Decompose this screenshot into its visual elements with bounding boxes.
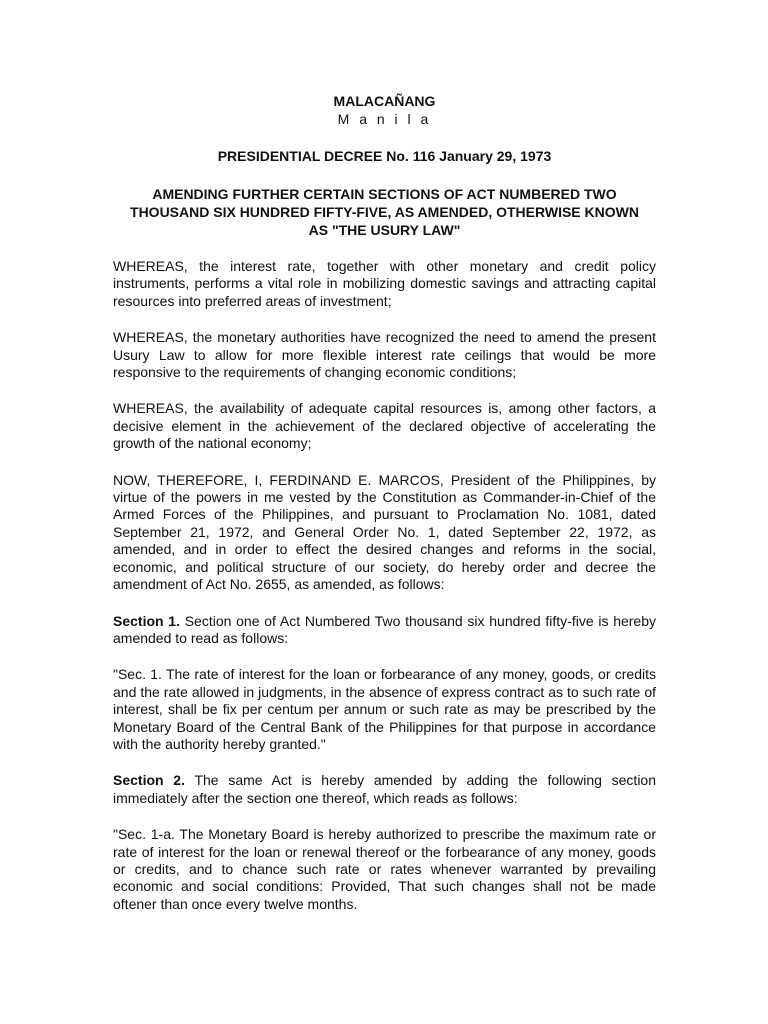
whereas-paragraph-2: WHEREAS, the monetary authorities have recognized the need to amend the present Usury Law to allow for more flexible interest rate ceilings that would be more responsive to the requirements of changing economic conditions;	[113, 329, 656, 381]
decree-title: PRESIDENTIAL DECREE No. 116 January 29, 1973	[217, 148, 552, 164]
decree-subject: AMENDING FURTHER CERTAIN SECTIONS OF ACT NUMBERED TWO THOUSAND SIX HUNDRED FIFTY-FIVE, AS AMENDED, OTHERWISE KNOWN AS "THE USURY LAW"	[130, 186, 639, 238]
section-1-paragraph	[113, 613, 656, 648]
document-header	[113, 92, 656, 128]
section-2-heading: Section 2.	[113, 772, 185, 789]
document-page	[113, 92, 656, 913]
section-2-paragraph	[113, 772, 656, 807]
sec-1a-quote: "Sec. 1-a. The Monetary Board is hereby authorized to prescribe the maximum rate or rate of interest for the loan or renewal thereof or the forbearance of any money, goods or credits, and to chance such rate or rates whenever warranted by prevailing economic and social conditions: Provided, That such changes shall not be made oftener than once every twelve months.	[113, 826, 656, 912]
whereas-paragraph-3: WHEREAS, the availability of adequate capital resources is, among other factors, a decisive element in the achievement of the declared objective of accelerating the growth of the national economy;	[113, 400, 656, 452]
section-1-heading: Section 1.	[113, 612, 180, 629]
section-2-text: The same Act is hereby amended by adding the following section immediately after the section one thereof, which reads as follows:	[113, 772, 657, 806]
section-1-text: Section one of Act Numbered Two thousand six hundred fifty-five is hereby amended to read as follows:	[113, 612, 656, 646]
city-subtitle: M a n i l a	[337, 111, 432, 127]
now-therefore-paragraph: NOW, THEREFORE, I, FERDINAND E. MARCOS, President of the Philippines, by virtue of the powers in me vested by the Constitution as Commander-in-Chief of the Armed Forces of the Philippines, and pursuant to Proclamation No. 1081, dated September 21, 1972, and General Order No. 1, dated September 22, 1972, as amended, and in order to effect the desired changes and reforms in the social, economic, and political structure of our society, do hereby order and decree the amendment of Act No. 2655, as amended, as follows:	[113, 471, 656, 593]
sec-1-quote: "Sec. 1. The rate of interest for the loan or forbearance of any money, goods, or credits and the rate allowed in judgments, in the absence of express contract as to such rate of interest, shall be fix per centum per annum or such rate as may be prescribed by the Monetary Board of the Central Bank of the Philippines for that purpose in accordance with the authority hereby granted."	[113, 666, 656, 752]
whereas-paragraph-1: WHEREAS, the interest rate, together with other monetary and credit policy instruments, performs a vital role in mobilizing domestic savings and attracting capital resources into preferred areas of investment;	[113, 258, 656, 309]
office-title: MALACAÑANG	[333, 93, 436, 109]
